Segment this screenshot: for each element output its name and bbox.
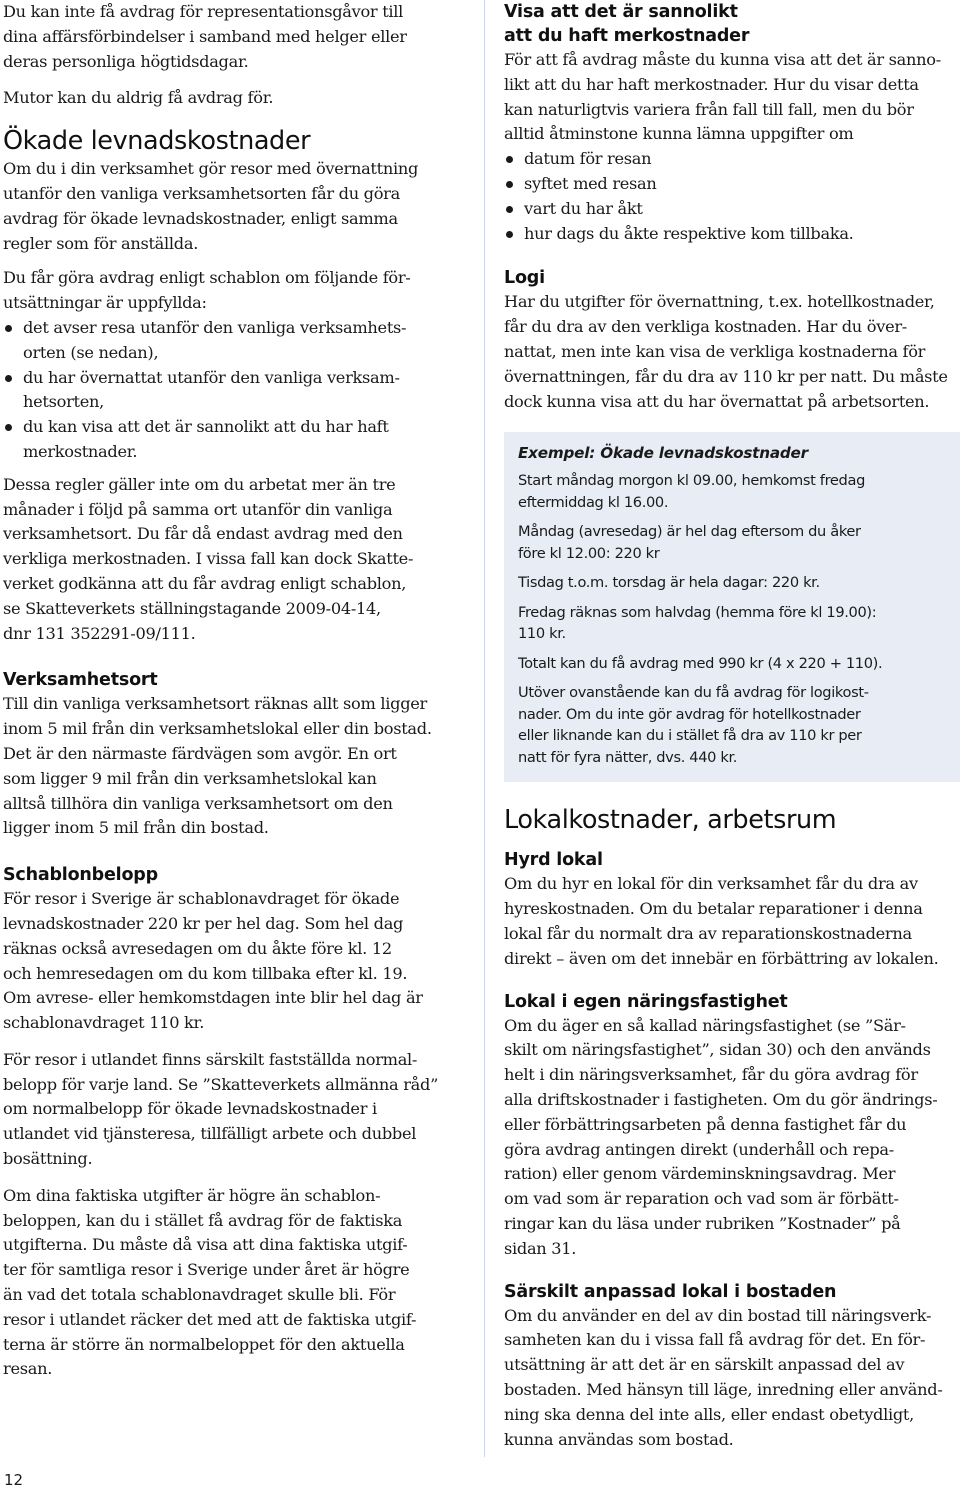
text-line: kan naturligtvis variera från fall till fall, men du bör: [504, 99, 914, 119]
list-item: datum för resan: [504, 147, 960, 172]
example-paragraph: Start måndag morgon kl 09.00, hemkomst fredag eftermiddag kl 16.00.: [518, 472, 865, 511]
heading-schablonbelopp: Schablonbelopp: [3, 865, 158, 886]
text-line: sidan 31.: [504, 1238, 577, 1258]
text-line: helt i din näringsverksamhet, får du göra avdrag för: [504, 1065, 918, 1085]
text-line: dina affärsförbindelser i samband med helger eller: [3, 26, 407, 46]
paragraph: [3, 157, 465, 256]
list-item: hur dags du åkte respektive kom tillbaka.: [504, 222, 960, 247]
text-line: Du kan inte få avdrag för representationsgåvor till: [3, 2, 404, 21]
heading-merkostnader: [504, 0, 960, 48]
text-line: om vad som är reparation och vad som är förbätt-: [504, 1189, 899, 1209]
text-line: För resor i Sverige är schablonavdraget för ökade: [3, 889, 400, 909]
column-divider: [484, 0, 485, 1457]
text-line: räknas också avresedagen om du åkte före kl. 12: [3, 938, 392, 958]
text-line: utsättning är att det är en särskilt anpassad del av: [504, 1355, 905, 1375]
text-line: Till din vanliga verksamhetsort räknas allt som ligger: [3, 694, 427, 714]
text-line: hyreskostnaden. Om du betalar reparationer i denna: [504, 899, 923, 919]
paragraph: [504, 1014, 960, 1262]
text-line: dnr 131 352291-09/111.: [3, 623, 196, 643]
example-paragraph: Tisdag t.o.m. torsdag är hela dagar: 220 kr.: [518, 574, 820, 592]
text-line: bostaden. Med hänsyn till läge, inredning eller använd-: [504, 1379, 943, 1399]
text-line: resor i utlandet räcker det med att de faktiska utgif-: [3, 1309, 417, 1329]
mutor-paragraph: Mutor kan du aldrig få avdrag för.: [3, 88, 274, 108]
right-column: [504, 0, 960, 1464]
heading-hyrd-lokal: Hyrd lokal: [504, 850, 603, 871]
text-line: än vad det totala schablonavdraget skulle bli. För: [3, 1285, 396, 1305]
text-line: avdrag för ökade levnadskostnader, enligt samma: [3, 208, 398, 228]
example-paragraph: Fredag räknas som halvdag (hemma före kl 19.00): 110 kr.: [518, 603, 877, 643]
paragraph: [3, 1048, 465, 1172]
heading-line: att du haft merkostnader: [504, 26, 750, 46]
text-line: Dessa regler gäller inte om du arbetat mer än tre: [3, 474, 396, 494]
text-line: verket godkänna att du får avdrag enligt schablon,: [3, 573, 407, 593]
paragraph: [504, 872, 960, 971]
text-line: belopp för varje land. Se ”Skatteverkets allmänna råd”: [3, 1074, 439, 1094]
text-line: resan.: [3, 1359, 53, 1379]
text-line: eller förbättringsarbeten på denna fastighet får du: [504, 1114, 907, 1134]
text-line: göra avdrag antingen direkt (underhåll och repa-: [504, 1139, 894, 1159]
text-line: kunna användas som bostad.: [504, 1429, 734, 1449]
text-line: deras personliga högtidsdagar.: [3, 51, 249, 71]
text-line: utsättningar är uppfyllda:: [3, 293, 207, 313]
text-line: dock kunna visa att du har övernattat på arbetsorten.: [504, 391, 930, 411]
text-line: Om du använder en del av din bostad till näringsverk-: [504, 1305, 932, 1325]
text-line: terna är större än normalbeloppet för den aktuella: [3, 1334, 405, 1354]
text-line: se Skatteverkets ställningstagande 2009-04-14,: [3, 598, 381, 618]
text-line: alltså tillhöra din vanliga verksamhetsort om den: [3, 793, 393, 813]
paragraph: [504, 48, 960, 147]
heading-verksamhetsort: Verksamhetsort: [3, 670, 158, 691]
text-line: övernattningen, får du dra av 110 kr per natt. Du måste: [504, 366, 948, 386]
text-line: ning ska denna del inte alls, eller endast obetydligt,: [504, 1404, 914, 1424]
text-line: regler som för anställda.: [3, 233, 199, 253]
list-item: det avser resa utanför den vanliga verksamhets- orten (se nedan),: [3, 316, 465, 366]
text-line: skilt om näringsfastighet”, sidan 30) och den används: [504, 1040, 931, 1060]
text-line: utanför den vanliga verksamhetsorten får du göra: [3, 183, 400, 203]
text-line: För att få avdrag måste du kunna visa att det är sanno-: [504, 50, 941, 69]
text-line: verksamhetsort. Du får då endast avdrag med den: [3, 524, 403, 544]
uppgifter-list: [504, 147, 960, 246]
example-paragraph: Måndag (avresedag) är hel dag eftersom du åker före kl 12.00: 220 kr: [518, 523, 861, 562]
text-line: Om du hyr en lokal för din verksamhet får du dra av: [504, 874, 918, 894]
text-line: Om du i din verksamhet gör resor med övernattning: [3, 159, 419, 179]
text-line: alla driftskostnader i fastigheten. Om du gör ändrings-: [504, 1089, 938, 1109]
list-item: du kan visa att det är sannolikt att du har haft merkostnader.: [3, 415, 465, 465]
text-line: utgifterna. Du måste då visa att dina faktiska utgif-: [3, 1235, 408, 1255]
left-column: [3, 0, 465, 1394]
heading-anpassad-lokal-bostad: Särskilt anpassad lokal i bostaden: [504, 1281, 837, 1302]
text-line: samheten kan du i vissa fall få avdrag för det. En för-: [504, 1330, 926, 1350]
example-box: [504, 432, 960, 782]
text-line: beloppen, kan du i stället få avdrag för de faktiska: [3, 1210, 403, 1230]
intro-paragraph: [3, 0, 465, 74]
text-line: Det är den närmaste färdvägen som avgör. En ort: [3, 743, 397, 763]
text-line: direkt – även om det innebär en förbättring av lokalen.: [504, 948, 939, 968]
text-line: schablonavdraget 110 kr.: [3, 1013, 205, 1033]
text-line: levnadskostnader 220 kr per hel dag. Som hel dag: [3, 913, 404, 933]
text-line: Om dina faktiska utgifter är högre än schablon-: [3, 1185, 381, 1205]
text-line: och hemresedagen om du kom tillbaka efter kl. 19.: [3, 963, 408, 983]
text-line: lokal får du normalt dra av reparationskostnaderna: [504, 923, 912, 943]
text-line: månader i följd på samma ort utanför din vanliga: [3, 499, 393, 519]
page-number: 12: [4, 1471, 24, 1489]
paragraph: [3, 692, 465, 841]
paragraph: [3, 266, 465, 316]
text-line: inom 5 mil från din verksamhetslokal eller din bostad.: [3, 719, 432, 739]
conditions-list: [3, 316, 465, 465]
section-title-lokalkostnader: Lokalkostnader, arbetsrum: [504, 805, 837, 836]
heading-line: Visa att det är sannolikt: [504, 2, 738, 22]
paragraph: [504, 1304, 960, 1453]
text-line: får du dra av den verkliga kostnaden. Har du över-: [504, 317, 907, 337]
text-line: ligger inom 5 mil från din bostad.: [3, 818, 269, 838]
paragraph: [3, 1184, 465, 1382]
example-paragraph: Utöver ovanstående kan du få avdrag för logikost- nader. Om du inte gör avdrag för hotellkostnader eller liknande kan du i stället få dra av 110 kr per natt för fyra nätter, dvs. 440 kr.: [518, 684, 869, 766]
text-line: Om du äger en så kallad näringsfastighet (se ”Sär-: [504, 1015, 906, 1035]
heading-egen-naringsfastighet: Lokal i egen näringsfastighet: [504, 991, 788, 1012]
list-item: du har övernattat utanför den vanliga verksam- hetsorten,: [3, 366, 465, 416]
text-line: likt att du har haft merkostnader. Hur du visar detta: [504, 74, 919, 94]
example-title: Exempel: Ökade levnadskostnader: [518, 444, 808, 463]
text-line: nattat, men inte kan visa de verkliga kostnaderna för: [504, 341, 926, 361]
example-paragraph: Totalt kan du få avdrag med 990 kr (4 x 220 + 110).: [518, 654, 883, 672]
paragraph: [3, 473, 465, 647]
list-item: vart du har åkt: [504, 197, 960, 222]
heading-logi: Logi: [504, 268, 545, 289]
list-item: syftet med resan: [504, 172, 960, 197]
text-line: För resor i utlandet finns särskilt fastställda normal-: [3, 1049, 418, 1069]
paragraph: [504, 290, 960, 414]
text-line: som ligger 9 mil från din verksamhetslokal kan: [3, 768, 377, 788]
text-line: Du får göra avdrag enligt schablon om följande för-: [3, 268, 411, 288]
text-line: alltid åtminstone kunna lämna uppgifter om: [504, 124, 854, 144]
paragraph: [3, 887, 465, 1036]
text-line: utlandet vid tjänsteresa, tillfälligt arbete och dubbel: [3, 1124, 417, 1144]
text-line: ringar kan du läsa under rubriken ”Kostnader” på: [504, 1213, 901, 1233]
text-line: bosättning.: [3, 1149, 93, 1169]
text-line: ter för samtliga resor i Sverige under året är högre: [3, 1260, 410, 1280]
text-line: ration) eller genom värdeminskningsavdrag. Mer: [504, 1164, 896, 1184]
text-line: verkliga merkostnaden. I vissa fall kan dock Skatte-: [3, 549, 414, 569]
section-title-levnadskostnader: Ökade levnadskostnader: [3, 126, 311, 157]
text-line: Har du utgifter för övernattning, t.ex. hotellkostnader,: [504, 292, 935, 312]
text-line: om normalbelopp för ökade levnadskostnader i: [3, 1099, 377, 1119]
text-line: Om avrese- eller hemkomstdagen inte blir hel dag är: [3, 988, 423, 1008]
